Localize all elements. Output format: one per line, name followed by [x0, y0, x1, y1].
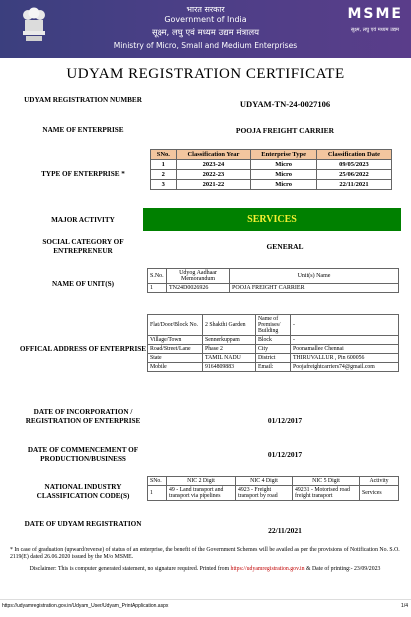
page-number: 1/4 — [401, 603, 408, 609]
table-row — [148, 345, 399, 354]
table-header: Udyog Aadhaar Memorandum — [167, 269, 230, 284]
table-row — [148, 486, 399, 501]
table-cell: THIRUVALLUR , Pin 600056 — [291, 354, 399, 363]
table-cell: 25/06/2022 — [316, 170, 391, 180]
table-cell: Micro — [251, 160, 317, 170]
table-cell: 1 — [151, 160, 177, 170]
table-header: Activity — [360, 477, 399, 486]
table-cell: Mobile — [148, 363, 203, 372]
table-cell: 2 — [151, 170, 177, 180]
name-label: NAME OF ENTERPRISE — [42, 126, 124, 134]
disclaimer-prefix: Disclaimer: This is computer generated statement, no signature required. Printed from — [29, 566, 230, 572]
table-cell: 2023-24 — [176, 160, 251, 170]
nic-table — [147, 476, 399, 501]
enterprise-name: POOJA FREIGHT CARRIER — [235, 126, 335, 135]
table-cell: - — [291, 315, 399, 336]
header-banner — [0, 0, 411, 58]
page-url: https://udyamregistration.gov.in/Udyam_User/Udyam_PrintApplication.aspx — [2, 603, 169, 609]
table-cell: Village/Town — [148, 336, 203, 345]
table-cell: Email: — [256, 363, 291, 372]
hindi-title: भारत सरकार — [186, 5, 225, 14]
commence-value: 01/12/2017 — [267, 450, 303, 459]
table-cell: 9164809883 — [203, 363, 256, 372]
table-header: S.No. — [148, 269, 167, 284]
disclaimer-link[interactable]: https://udyamregistration.gov.in — [230, 566, 305, 572]
ministry-title: Ministry of Micro, Small and Medium Enterprises — [113, 41, 298, 50]
table-cell: Phase 2 — [203, 345, 256, 354]
footnote: * In case of graduation (upward/reverse) of status of an enterprise, the benefit of the Government Schemes will be availed as per the provisions of Notification No. S.O. 2119(E) dated 26.06.2020 issued by the M/o MSME. — [10, 547, 400, 560]
disclaimer-suffix: & Date of printing:- 23/09/2023 — [306, 566, 381, 572]
table-cell: State — [148, 354, 203, 363]
table-cell: 2021-22 — [176, 180, 251, 190]
table-cell: Poonamallee Chennai — [291, 345, 399, 354]
table-cell: 1 — [148, 284, 167, 293]
table-cell: District — [256, 354, 291, 363]
table-header-row — [148, 269, 399, 284]
table-cell: 1 — [148, 486, 167, 501]
units-label: NAME OF UNIT(S) — [51, 280, 115, 288]
social-label: SOCIAL CATEGORY OF ENTREPRENEUR — [42, 238, 124, 255]
type-label: TYPE OF ENTERPRISE * — [41, 170, 125, 178]
table-cell: - — [291, 336, 399, 345]
address-label: OFFICAL ADDRESS OF ENTERPRISE — [19, 345, 147, 353]
table-cell: TN24D0026926 — [167, 284, 230, 293]
table-cell: Sennerkuppam — [203, 336, 256, 345]
table-row — [148, 315, 399, 336]
table-cell: Block — [256, 336, 291, 345]
table-cell: 49231 - Motorised road freight transport — [293, 486, 360, 501]
table-cell: Micro — [251, 170, 317, 180]
table-cell: Name of Premises/ Building — [256, 315, 291, 336]
table-row — [148, 354, 399, 363]
table-header-row — [148, 477, 399, 486]
disclaimer — [10, 566, 400, 573]
table-cell: Services — [360, 486, 399, 501]
table-cell: Road/Street/Lane — [148, 345, 203, 354]
address-table — [147, 314, 399, 372]
table-cell: City — [256, 345, 291, 354]
table-header-row — [151, 150, 392, 160]
table-header: Classification Year — [176, 150, 251, 160]
gov-title: Government of India — [164, 15, 247, 24]
table-cell: Micro — [251, 180, 317, 190]
print-footer — [0, 599, 411, 617]
commence-label: DATE OF COMMENCEMENT OF PRODUCTION/BUSINESS — [27, 446, 139, 463]
table-cell: 22/11/2021 — [316, 180, 391, 190]
table-row — [151, 180, 392, 190]
table-header: NIC 4 Digit — [236, 477, 293, 486]
table-header: NIC 2 Digit — [167, 477, 236, 486]
table-cell: 09/05/2023 — [316, 160, 391, 170]
table-cell: POOJA FREIGHT CARRIER — [230, 284, 399, 293]
table-header: Unit(s) Name — [230, 269, 399, 284]
table-row — [151, 170, 392, 180]
table-row — [148, 363, 399, 372]
msme-logo: MSME — [347, 6, 403, 22]
reg-no: UDYAM-TN-24-0027106 — [239, 99, 331, 109]
udyam-date-value: 22/11/2021 — [268, 526, 302, 535]
table-header: SNo. — [151, 150, 177, 160]
activity-value: SERVICES — [143, 208, 401, 231]
table-header: SNo. — [148, 477, 167, 486]
table-cell: TAMIL NADU — [203, 354, 256, 363]
table-header: Classification Date — [316, 150, 391, 160]
reg-no-label: UDYAM REGISTRATION NUMBER — [24, 96, 142, 104]
incorp-label: DATE OF INCORPORATION / REGISTRATION OF ENTERPRISE — [25, 408, 141, 425]
udyam-date-label: DATE OF UDYAM REGISTRATION — [24, 520, 142, 528]
table-cell: 49 - Land transport and transport via pipelines — [167, 486, 236, 501]
hindi-ministry: सूक्ष्म, लघु एवं मध्यम उद्यम मंत्रालय — [151, 28, 260, 38]
classification-table — [150, 149, 392, 190]
table-cell: Flat/Door/Block No. — [148, 315, 203, 336]
msme-logo-sub: सूक्ष्म, लघु एवं मध्यम उद्यम — [350, 27, 399, 33]
incorp-value: 01/12/2017 — [267, 416, 303, 425]
table-row — [148, 336, 399, 345]
table-cell: Poojafreightcarriers74@gmail.com — [291, 363, 399, 372]
table-cell: 4923 - Freight transport by road — [236, 486, 293, 501]
table-cell: 2022-23 — [176, 170, 251, 180]
table-row — [148, 284, 399, 293]
table-cell: 2 Shakthi Garden — [203, 315, 256, 336]
activity-label: MAJOR ACTIVITY — [51, 216, 115, 224]
nic-label: NATIONAL INDUSTRY CLASSIFICATION CODE(S) — [36, 483, 130, 500]
social-value: GENERAL — [266, 242, 304, 251]
table-row — [151, 160, 392, 170]
table-header: NIC 5 Digit — [293, 477, 360, 486]
table-header: Enterprise Type — [251, 150, 317, 160]
table-cell: 3 — [151, 180, 177, 190]
units-table — [147, 268, 399, 293]
certificate-title: UDYAM REGISTRATION CERTIFICATE — [66, 66, 345, 82]
